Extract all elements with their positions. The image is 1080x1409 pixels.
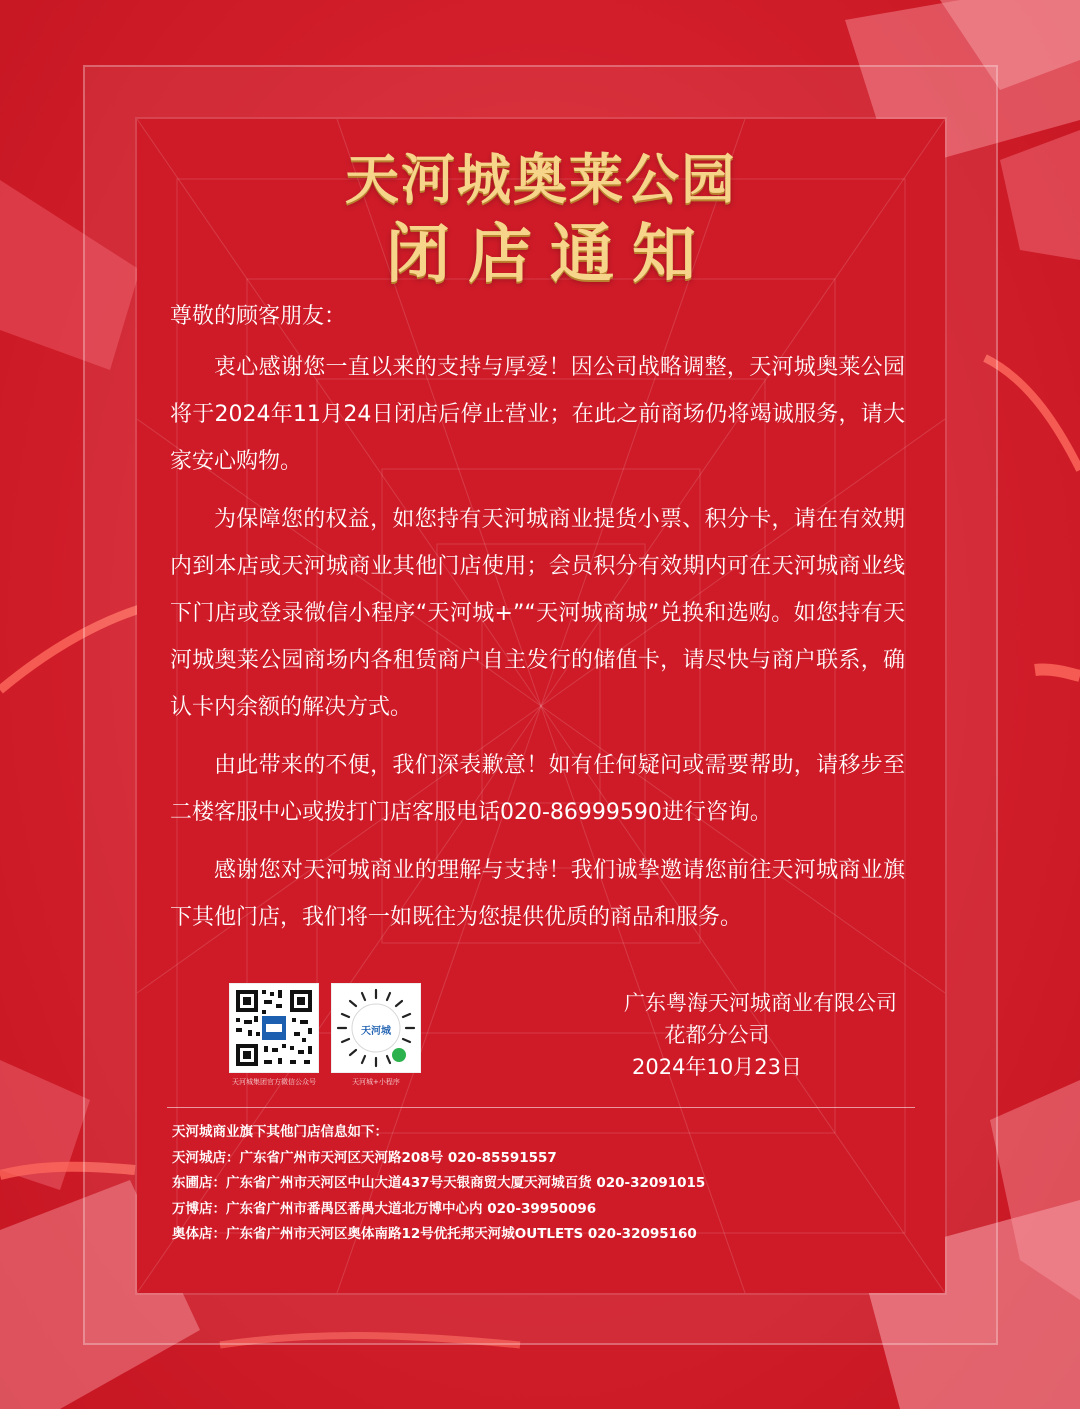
paragraph-rights: 为保障您的权益，如您持有天河城商业提货小票、积分卡，请在有效期内到本店或天河城商业其他门店使用；会员积分有效期内可在天河城商业线下门店或登录微信小程序“天河城+”“天河城商城”兑换和选购。如您持有天河城奥莱公园商场内各租赁商户自主发行的储值卡，请尽快与商户联系，确认卡内余额的解决方式。 (170, 507, 905, 720)
store-item: 天河城店：广东省广州市天河区天河路208号 020-85591557 (172, 1149, 557, 1166)
store-list-heading: 天河城商业旗下其他门店信息如下： (172, 1124, 388, 1140)
store-item: 万博店：广东省广州市番禺区番禺大道北万博中心内 020-39950096 (172, 1200, 597, 1217)
mini-program-code-icon (331, 983, 421, 1073)
store-item: 东圃店：广东省广州市天河区中山大道437号天银商贸大厦天河城百货 020-32091015 (172, 1175, 706, 1191)
salutation: 尊敬的顾客朋友： (170, 304, 347, 329)
notice-content (137, 119, 945, 1293)
paragraph-closing-date: 衷心感谢您一直以来的支持与厚爱！因公司战略调整，天河城奥莱公园将于2024年11月24日闭店后停止营业；在此之前商场仍将竭诚服务，请大家安心购物。 (170, 355, 905, 474)
divider (167, 1107, 915, 1108)
qr-caption: 天河城集团官方微信公众号 (232, 1078, 316, 1086)
store-item: 奥体店：广东省广州市天河区奥体南路12号优托邦天河城OUTLETS 020-32095160 (172, 1226, 697, 1242)
branch-name: 花都分公司 (664, 1023, 770, 1047)
qr-official-account (229, 983, 319, 1087)
qr-code-icon (229, 983, 319, 1073)
notice-date: 2024年10月23日 (632, 1055, 802, 1079)
mini-program-badge: 天河城 (361, 1026, 391, 1037)
title-closing-notice: 闭店通知 (386, 218, 714, 292)
store-list (172, 1120, 912, 1248)
qr-mini-program (331, 983, 421, 1087)
qr-caption: 天河城+小程序 (352, 1078, 400, 1086)
paragraph-apology: 由此带来的不便，我们深表歉意！如有任何疑问或需要帮助，请移步至二楼客服中心或拨打门店客服电话020-86999590进行咨询。 (170, 753, 905, 825)
signature-block (537, 987, 897, 1083)
title-mall-name: 天河城奥莱公园 (345, 148, 737, 211)
paragraph-thanks: 感谢您对天河城商业的理解与支持！我们诚挚邀请您前往天河城商业旗下其他门店，我们将一如既往为您提供优质的商品和服务。 (170, 858, 905, 930)
company-name: 广东粤海天河城商业有限公司 (624, 991, 897, 1015)
notice-body (170, 293, 905, 952)
